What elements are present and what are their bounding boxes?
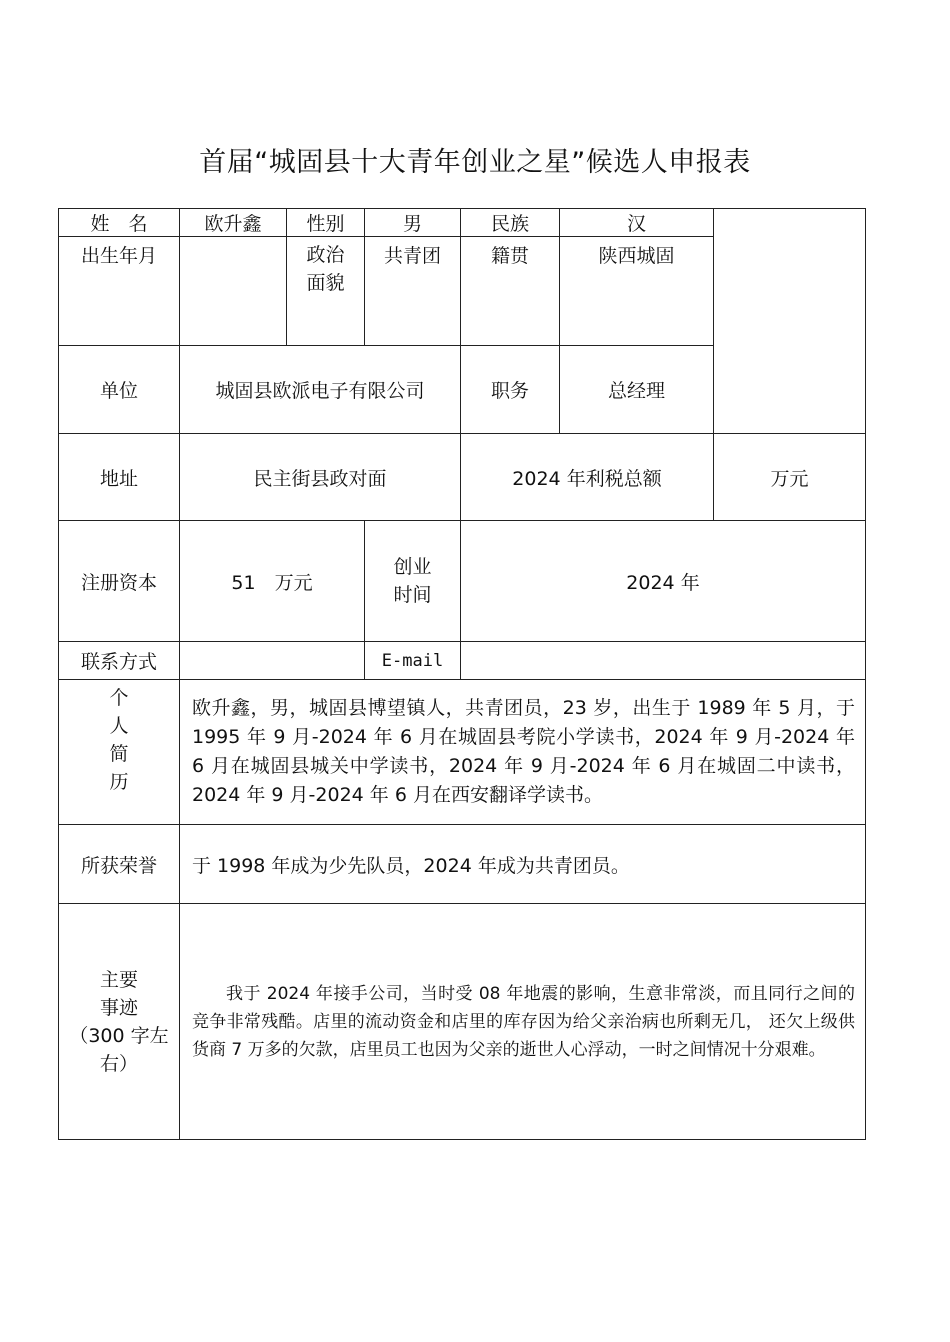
capital-value: 51 万元 — [180, 521, 365, 642]
capital-label: 注册资本 — [59, 521, 180, 642]
political-status-label-text: 政治面貌 — [306, 244, 345, 294]
deeds-text: 我于 2024 年接手公司，当时受 08 年地震的影响，生意非常淡，而且同行之间的竞争非常残酷。店里的流动资金和店里的库存因为给父亲治病也所剩无几， 还欠上级供货商 7 万多的欠款，店里员工也因为父亲的逝世人心浮动，一时之间情况十分艰难。 — [192, 983, 855, 1060]
birth-label: 出生年月 — [59, 237, 180, 346]
political-status-label — [287, 237, 365, 346]
origin-value: 陕西城固 — [560, 237, 714, 346]
unit-value: 城固县欧派电子有限公司 — [180, 346, 461, 434]
name-value: 欧升鑫 — [180, 209, 287, 237]
deeds-label — [59, 904, 180, 1140]
unit-label: 单位 — [59, 346, 180, 434]
bio-text: 欧升鑫，男，城固县博望镇人，共青团员，23 岁，出生于 1989 年 5 月，于 1995 年 9 月-2024 年 6 月在城固县考院小学读书，2024 年 9 月-2024 年 6 月在城固县城关中学读书，2024 年 9 月-2024 年 6 月在城固二中读书，2024 年 9 月-2024 年 6 月在西安翻译学读书。 — [180, 680, 866, 825]
gender-value: 男 — [365, 209, 461, 237]
honor-label: 所获荣誉 — [59, 825, 180, 904]
origin-label: 籍贯 — [461, 237, 560, 346]
email-value — [461, 642, 866, 680]
deeds-label-line2: 事迹 — [99, 996, 138, 1019]
tax-label: 2024 年利税总额 — [461, 434, 714, 521]
position-value: 总经理 — [560, 346, 714, 434]
startup-time-label — [365, 521, 461, 642]
contact-label: 联系方式 — [59, 642, 180, 680]
startup-time-value: 2024 年 — [461, 521, 866, 642]
application-form-table — [58, 208, 866, 1140]
gender-label: 性别 — [287, 209, 365, 237]
ethnicity-label: 民族 — [461, 209, 560, 237]
address-label: 地址 — [59, 434, 180, 521]
deeds-cell — [180, 904, 866, 1140]
political-status-value: 共青团 — [365, 237, 461, 346]
name-label: 姓 名 — [59, 209, 180, 237]
deeds-label-line1: 主要 — [99, 968, 138, 991]
birth-value — [180, 237, 287, 346]
bio-label-text: 个人简历 — [109, 687, 129, 793]
email-label: E-mail — [365, 642, 461, 680]
contact-value — [180, 642, 365, 680]
tax-value: 万元 — [714, 434, 866, 521]
address-value: 民主街县政对面 — [180, 434, 461, 521]
deeds-label-line4: 右） — [99, 1052, 138, 1075]
photo-area — [714, 209, 866, 434]
bio-label — [59, 680, 180, 825]
honor-text: 于 1998 年成为少先队员，2024 年成为共青团员。 — [180, 825, 866, 904]
position-label: 职务 — [461, 346, 560, 434]
ethnicity-value: 汉 — [560, 209, 714, 237]
form-title: 首届“城固县十大青年创业之星”候选人申报表 — [199, 147, 751, 178]
deeds-label-line3: （300 字左 — [69, 1024, 169, 1047]
startup-time-label-text: 创业时间 — [393, 556, 432, 606]
